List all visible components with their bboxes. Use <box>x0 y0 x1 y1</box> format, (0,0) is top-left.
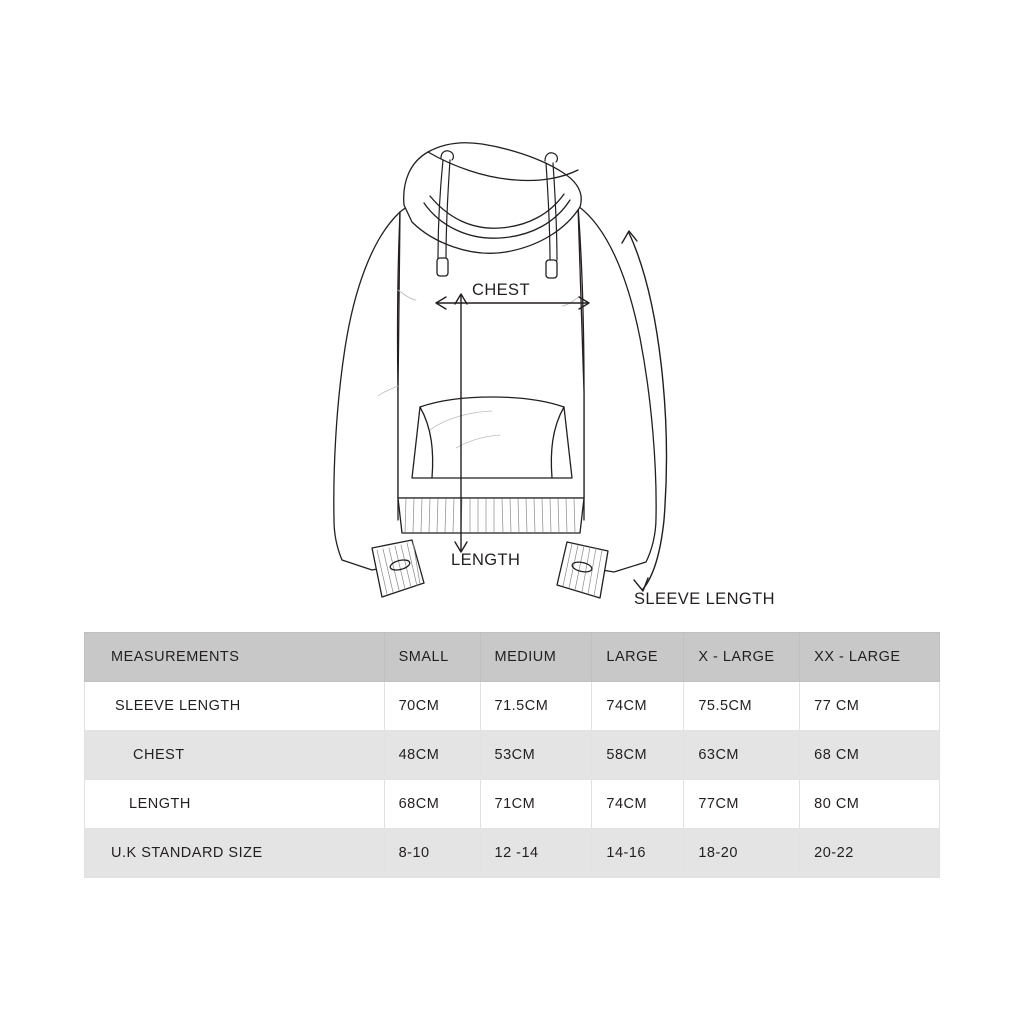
chest-label: CHEST <box>472 281 530 299</box>
cell-uk-large: 14-16 <box>592 829 684 878</box>
cell-length-large: 74CM <box>592 780 684 829</box>
row-label-chest: CHEST <box>85 731 385 780</box>
header-measurements: MEASUREMENTS <box>85 633 385 682</box>
table-row <box>85 780 940 829</box>
table-row <box>85 829 940 878</box>
cell-uk-medium: 12 -14 <box>480 829 592 878</box>
header-x-large: X - LARGE <box>684 633 800 682</box>
header-xx-large: XX - LARGE <box>800 633 940 682</box>
cell-uk-xlarge: 18-20 <box>684 829 800 878</box>
cell-length-small: 68CM <box>384 780 480 829</box>
cell-chest-small: 48CM <box>384 731 480 780</box>
cell-sleeve-medium: 71.5CM <box>480 682 592 731</box>
header-large: LARGE <box>592 633 684 682</box>
table-row <box>85 682 940 731</box>
table-header-row <box>85 633 940 682</box>
row-label-uk-standard-size: U.K STANDARD SIZE <box>85 829 385 878</box>
cell-sleeve-large: 74CM <box>592 682 684 731</box>
table-row <box>85 731 940 780</box>
cell-sleeve-xxlarge: 77 CM <box>800 682 940 731</box>
cell-chest-large: 58CM <box>592 731 684 780</box>
row-label-sleeve-length: SLEEVE LENGTH <box>85 682 385 731</box>
sleeve-length-label: SLEEVE LENGTH <box>634 590 775 608</box>
cell-length-xxlarge: 80 CM <box>800 780 940 829</box>
length-label: LENGTH <box>451 551 521 569</box>
cell-sleeve-xlarge: 75.5CM <box>684 682 800 731</box>
cell-length-xlarge: 77CM <box>684 780 800 829</box>
size-chart-table <box>84 632 940 878</box>
cell-chest-medium: 53CM <box>480 731 592 780</box>
cell-length-medium: 71CM <box>480 780 592 829</box>
cell-uk-xxlarge: 20-22 <box>800 829 940 878</box>
cell-uk-small: 8-10 <box>384 829 480 878</box>
row-label-length: LENGTH <box>85 780 385 829</box>
cell-chest-xlarge: 63CM <box>684 731 800 780</box>
header-small: SMALL <box>384 633 480 682</box>
cell-chest-xxlarge: 68 CM <box>800 731 940 780</box>
cell-sleeve-small: 70CM <box>384 682 480 731</box>
header-medium: MEDIUM <box>480 633 592 682</box>
